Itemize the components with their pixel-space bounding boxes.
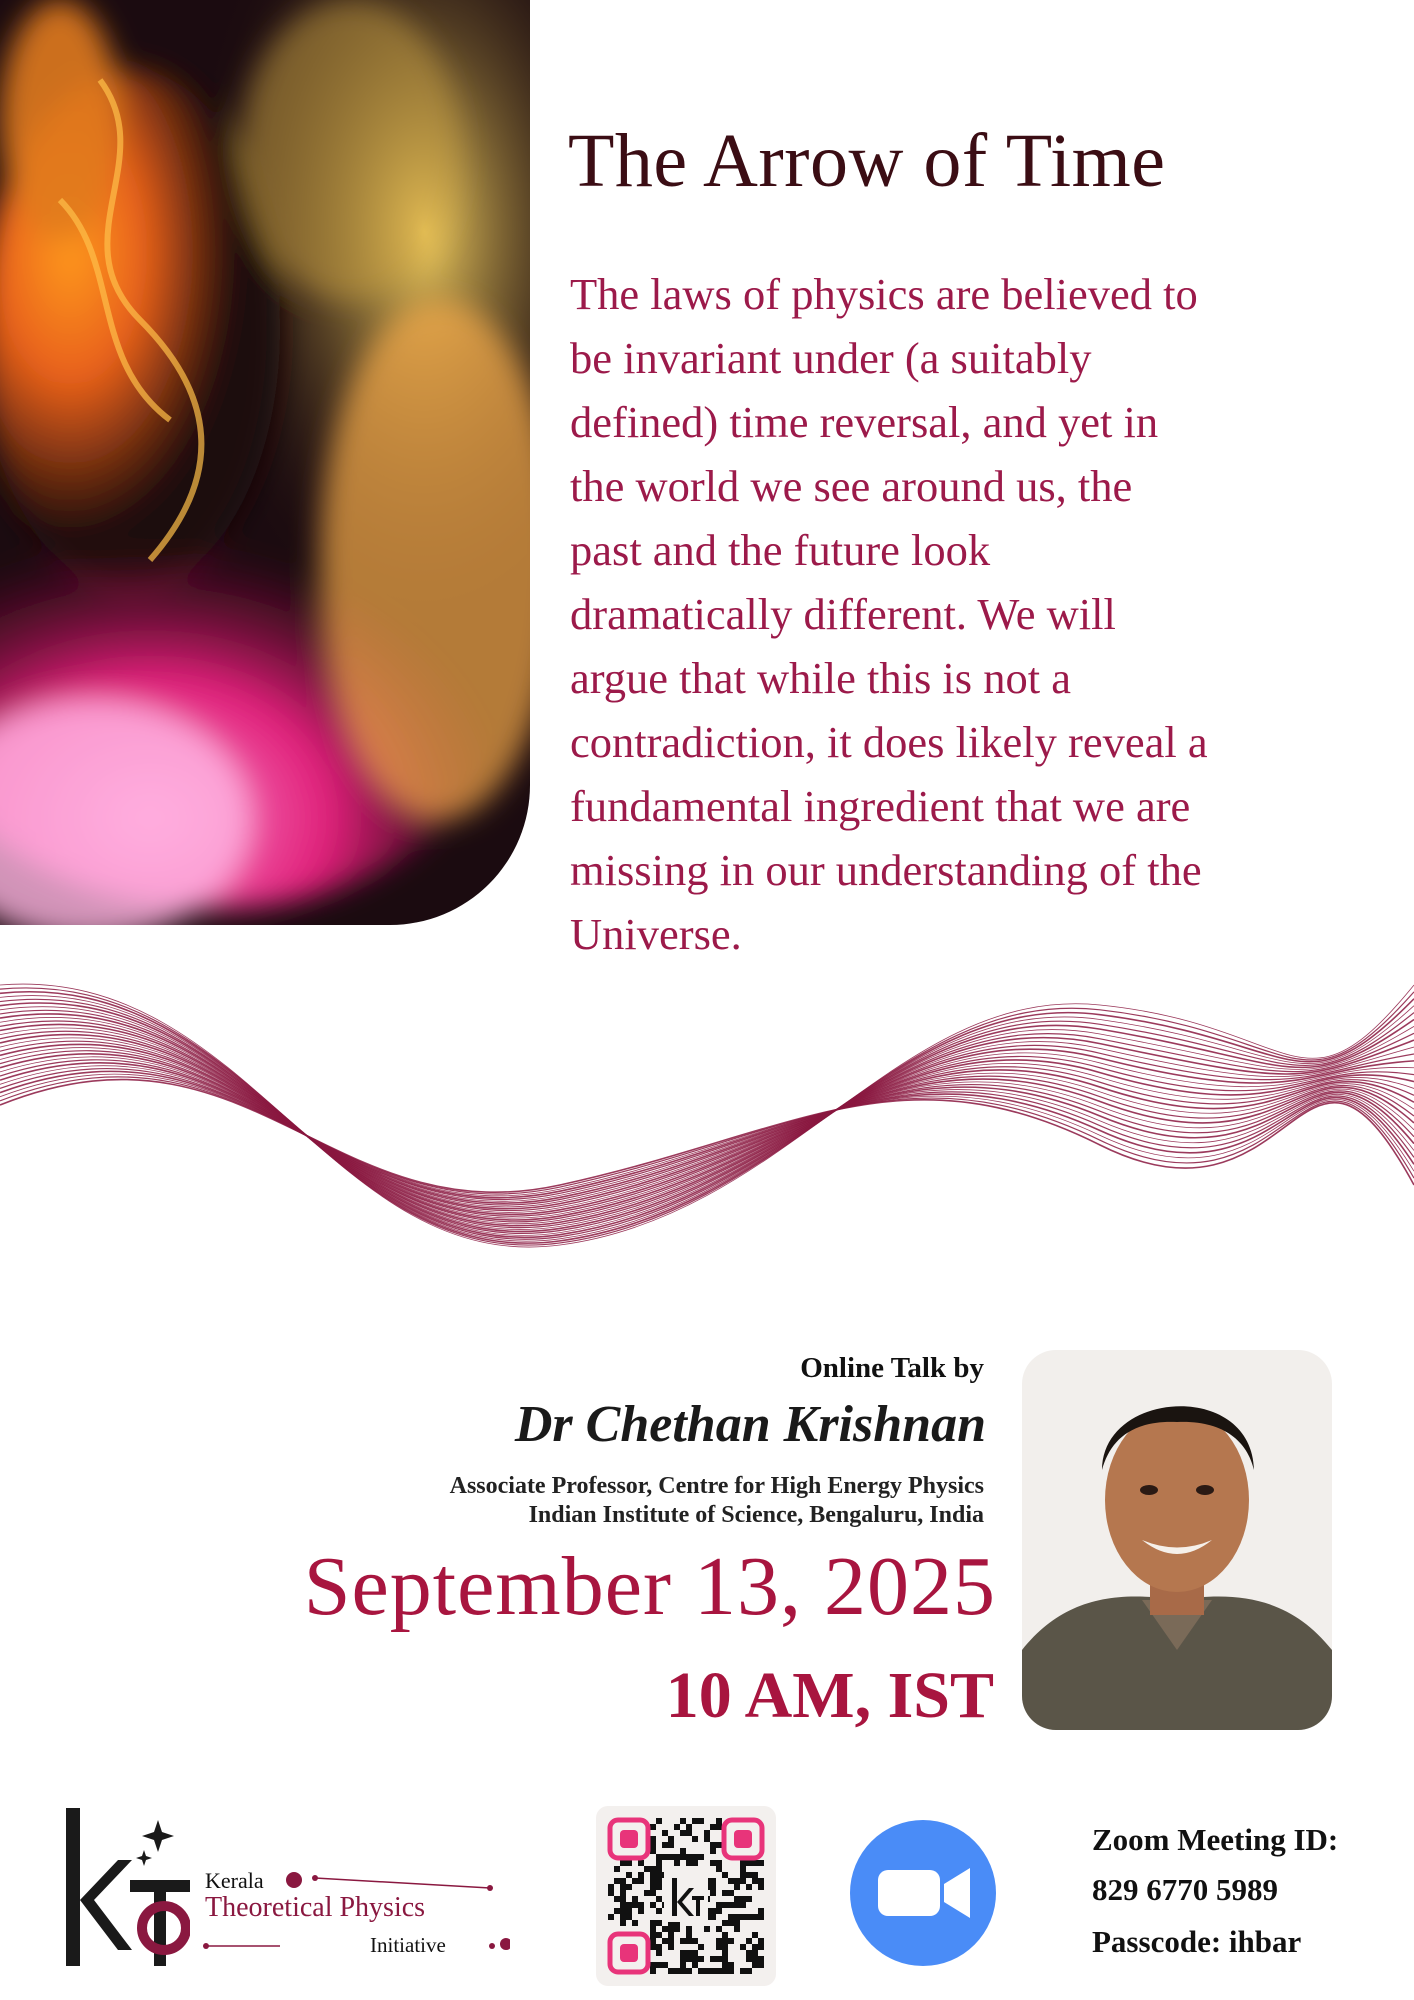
speaker-name: Dr Chethan Krishnan <box>514 1396 986 1453</box>
wave-line <box>0 1010 1414 1233</box>
org-name-line1: Kerala <box>205 1868 264 1893</box>
abstract-line: missing in our understanding of the <box>570 845 1202 895</box>
wave-line <box>0 1003 1414 1237</box>
talk-time: 10 AM, IST <box>665 1659 994 1732</box>
abstract-line: contradiction, it does likely reveal a <box>570 717 1208 767</box>
wave-line <box>0 1007 1414 1236</box>
wave-line <box>0 1080 1414 1193</box>
ktpi-logo <box>60 1800 510 1970</box>
abstract-line: Universe. <box>570 909 742 959</box>
abstract-line: fundamental ingredient that we are <box>570 781 1191 831</box>
talk-label: Online Talk by <box>800 1352 984 1384</box>
wave-line <box>0 1021 1414 1228</box>
affiliation-line-1: Associate Professor, Centre for High Energy Physics <box>449 1473 984 1499</box>
zoom-meeting-label: Zoom Meeting ID: <box>1092 1822 1339 1857</box>
hero-ink-image <box>0 0 530 925</box>
org-name-line3: Initiative <box>370 1933 446 1957</box>
abstract-line: dramatically different. We will <box>570 589 1116 639</box>
speaker-photo <box>1022 1350 1332 1730</box>
decorative-wave-lines <box>0 945 1414 1335</box>
abstract-line: the world we see around us, the <box>570 461 1133 511</box>
abstract-line: defined) time reversal, and yet in <box>570 397 1159 447</box>
zoom-camera-icon <box>850 1820 996 1966</box>
wave-line <box>0 984 1414 1247</box>
talk-title: The Arrow of Time <box>568 119 1166 203</box>
abstract-line: past and the future look <box>570 525 991 575</box>
zoom-passcode: Passcode: ihbar <box>1092 1924 1302 1959</box>
qr-code[interactable] <box>596 1806 776 1986</box>
abstract-line: be invariant under (a suitably <box>570 333 1092 383</box>
org-name-line2: Theoretical Physics <box>205 1892 426 1923</box>
abstract-line: argue that while this is not a <box>570 653 1071 703</box>
abstract-line: The laws of physics are believed to <box>570 269 1198 319</box>
zoom-meeting-id: 829 6770 5989 <box>1092 1872 1278 1907</box>
ktpi-monogram-icon <box>60 1800 190 1970</box>
abstract-text <box>570 262 1300 966</box>
affiliation-line-2: Indian Institute of Science, Bengaluru, India <box>528 1502 984 1528</box>
talk-date: September 13, 2025 <box>303 1540 996 1633</box>
wave-line <box>0 988 1414 1245</box>
